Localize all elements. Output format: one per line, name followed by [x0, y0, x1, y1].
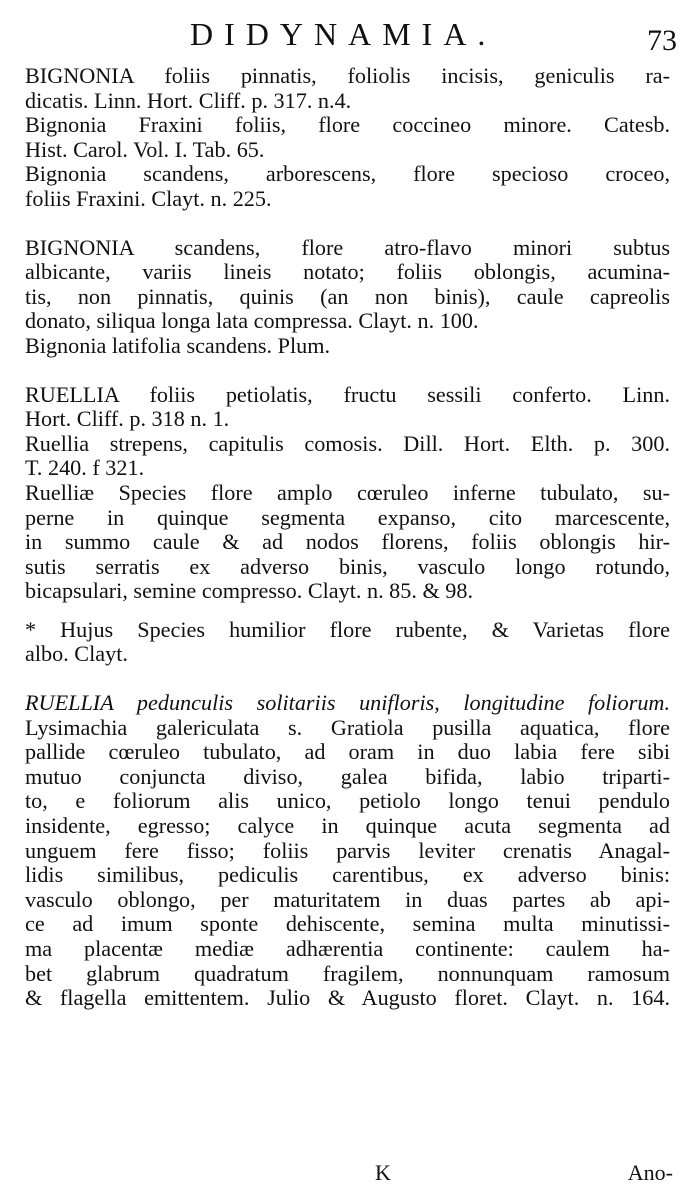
text-line: bicapsulari, semine compresso. Clayt. n. 85. & 98. [25, 578, 473, 604]
entry-ruellia-petiolatis [25, 383, 670, 604]
text-line: donato, siliqua longa lata compressa. Clayt. n. 100. [25, 308, 479, 334]
text-line: dicatis. Linn. Hort. Cliff. p. 317. n.4. [25, 87, 352, 113]
text-line: ma placentæ mediæ adhærentia continente: caulem ha- [25, 936, 670, 961]
text-line: ce ad imum sponte dehiscente, semina multa minutissi- [25, 911, 670, 937]
text-line: in summo caule & ad nodos florens, foliis oblongis hir- [25, 529, 670, 555]
text-line: T. 240. f 321. [25, 455, 145, 481]
entry-hujus-species-note [25, 618, 670, 667]
text-line: albo. Clayt. [25, 641, 128, 667]
page-number: 73 [647, 24, 677, 57]
text-line: BIGNONIA foliis pinnatis, foliolis incisis, geniculis ra- [25, 63, 670, 88]
text-line: pallide cœruleo tubulato, ad oram in duo labia fere sibi [25, 739, 670, 765]
text-line: tis, non pinnatis, quinis (an non binis), caule capreolis [25, 283, 670, 309]
text-line: albicante, variis lineis notato; foliis oblongis, acumina- [25, 259, 670, 285]
page-body [25, 64, 670, 1011]
text-line: mutuo conjuncta diviso, galea bifida, labio triparti- [25, 763, 670, 789]
entry-bignonia-scandens [25, 236, 670, 359]
text-line: vasculo oblongo, per maturitatem in duas partes ab api- [25, 886, 670, 912]
text-line: Hist. Carol. Vol. I. Tab. 65. [25, 136, 265, 162]
text-line: insidente, egresso; calyce in quinque acuta segmenta ad [25, 813, 670, 839]
text-line: to, e foliorum alis unico, petiolo longo tenui pendulo [25, 788, 670, 814]
text-line: BIGNONIA scandens, flore atro-flavo minori subtus [25, 234, 670, 260]
text-line: Ruellia strepens, capitulis comosis. Dill. Hort. Elth. p. 300. [25, 430, 670, 456]
text-line: RUELLIA foliis petiolatis, fructu sessili conferto. Linn. [25, 381, 670, 407]
catchword: Ano- [627, 1160, 673, 1185]
text-line: Bignonia latifolia scandens. Plum. [25, 332, 331, 358]
text-line: & flagella emittentem. Julio & Augusto floret. Clayt. n. 164. [25, 985, 670, 1011]
text-line: Ruelliæ Species flore amplo cœruleo inferne tubulato, su- [25, 479, 670, 505]
signature-mark: K [375, 1160, 391, 1185]
text-line: unguem fere fisso; foliis parvis leviter crenatis Anagal- [25, 837, 670, 863]
text-line: * Hujus Species humilior flore rubente, & Varietas flore [25, 616, 670, 642]
text-line: Bignonia scandens, arborescens, flore specioso croceo, [25, 161, 670, 187]
text-line: RUELLIA pedunculis solitariis unifloris, longitudine foliorum. [25, 690, 670, 716]
paragraph-gap [25, 667, 670, 691]
text-line: sutis serratis ex adverso binis, vasculo longo rotundo, [25, 553, 670, 579]
text-line: Bignonia Fraxini foliis, flore coccineo minore. Catesb. [25, 112, 670, 138]
entry-ruellia-pedunculis [25, 691, 670, 1011]
entry-bignonia-pinnatis [25, 64, 670, 212]
text-line: Lysimachia galericulata s. Gratiola pusilla aquatica, flore [25, 714, 670, 740]
text-line: lidis similibus, pediculis carentibus, ex adverso binis: [25, 862, 670, 888]
paragraph-gap [25, 212, 670, 236]
running-head [0, 14, 691, 56]
text-line: bet glabrum quadratum fragilem, nonnunquam ramosum [25, 960, 670, 986]
paragraph-gap [25, 359, 670, 383]
text-line: Hort. Cliff. p. 318 n. 1. [25, 406, 230, 432]
text-line: perne in quinque segmenta expanso, cito marcescente, [25, 504, 670, 530]
text-line: foliis Fraxini. Clayt. n. 225. [25, 185, 272, 211]
paragraph-gap [25, 604, 670, 618]
running-title: DIDYNAMIA. [190, 16, 497, 52]
